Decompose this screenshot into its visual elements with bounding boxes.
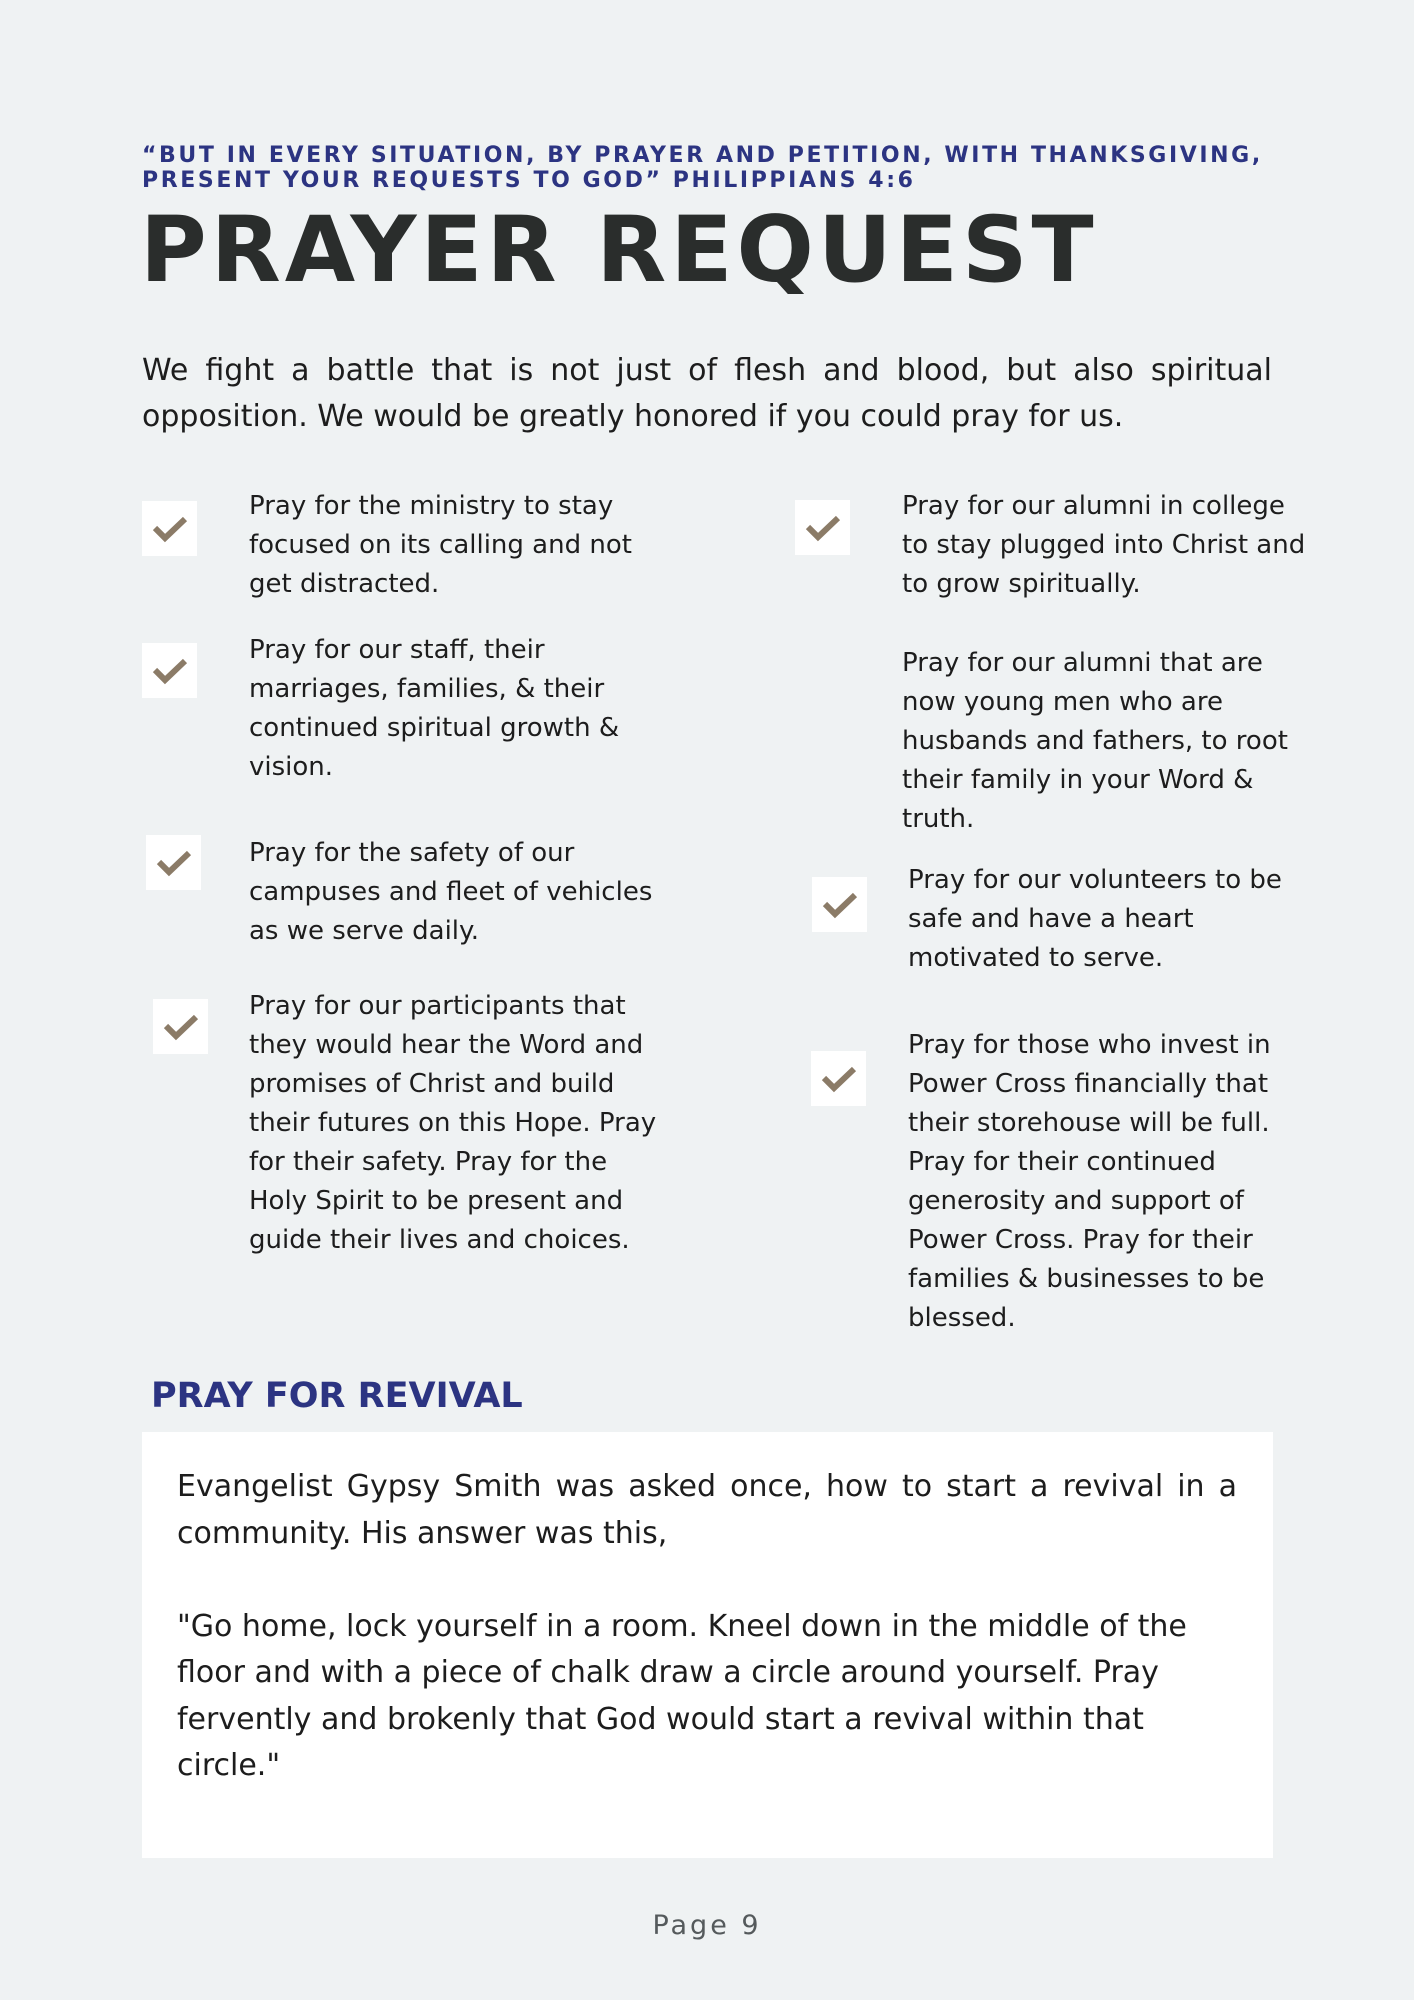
request-item-investors: Pray for those who invest in Power Cross financially that their storehouse will be full. Pray for their continued generosity and support of Power Cross. Pray for their families & businesses to be blessed.: [908, 1030, 1271, 1333]
revival-paragraph: Evangelist Gypsy Smith was asked once, how to start a revival in a community. His answer was this,: [177, 1469, 1237, 1551]
scripture-verse: “BUT IN EVERY SITUATION, BY PRAYER AND PETITION, WITH THANKSGIVING, PRESENT YOUR REQUESTS TO GOD” PHILIPPIANS 4:6: [142, 143, 1263, 193]
request-item-safety: Pray for the safety of our campuses and fleet of vehicles as we serve daily.: [249, 838, 653, 946]
check-icon: [812, 877, 867, 932]
request-item-ministry: Pray for the ministry to stay focused on its calling and not get distracted.: [249, 491, 632, 599]
check-icon: [142, 501, 197, 556]
check-icon: [153, 999, 208, 1054]
intro-paragraph: We fight a battle that is not just of flesh and blood, but also spiritual opposition. We would be greatly honored if you could pray for us.: [142, 353, 1272, 434]
request-item-staff: Pray for our staff, their marriages, families, & their continued spiritual growth & vision.: [249, 635, 620, 782]
check-icon: [795, 500, 850, 555]
revival-heading: PRAY FOR REVIVAL: [151, 1376, 523, 1416]
revival-quote: "Go home, lock yourself in a room. Kneel down in the middle of the floor and with a piece of chalk draw a circle around yourself. Pray fervently and brokenly that God would start a revival within that circle.": [177, 1608, 1187, 1783]
request-item-volunteers: Pray for our volunteers to be safe and have a heart motivated to serve.: [908, 865, 1282, 973]
check-icon: [142, 643, 197, 698]
check-icon: [811, 1051, 866, 1106]
check-icon: [146, 835, 201, 890]
revival-quote-box: [142, 1432, 1273, 1858]
request-item-alumni-college: Pray for our alumni in college to stay plugged into Christ and to grow spiritually.: [902, 491, 1306, 599]
request-item-participants: Pray for our participants that they would hear the Word and promises of Christ and build their futures on this Hope. Pray for their safety. Pray for the Holy Spirit to be present and guide their lives and choices.: [249, 991, 657, 1255]
page-number: Page 9: [652, 1910, 762, 1941]
request-item-alumni-fathers: Pray for our alumni that are now young men who are husbands and fathers, to root their family in your Word & truth.: [902, 648, 1288, 834]
page-title: PRAYER REQUEST: [140, 198, 1098, 303]
